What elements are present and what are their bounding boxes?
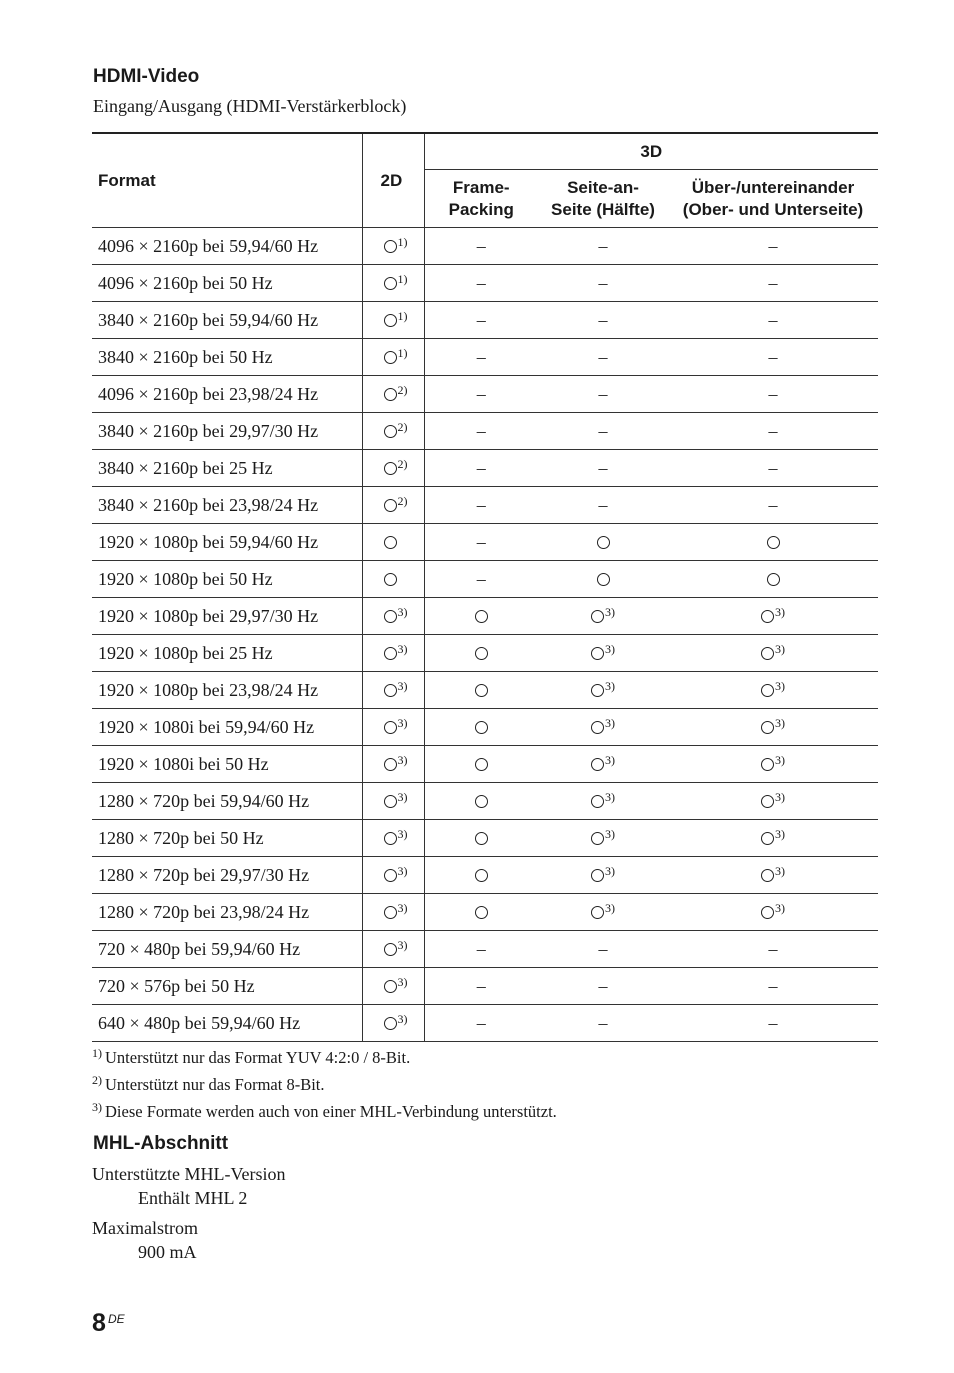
table-row (92, 265, 878, 302)
circle-icon (591, 869, 604, 882)
footnote-ref: 3) (397, 827, 408, 841)
footnote-ref: 3) (775, 716, 785, 730)
format-cell: 4096 × 2160p bei 23,98/24 Hz (92, 376, 362, 413)
cell-frame-packing (424, 1005, 538, 1042)
cell-top-bottom (668, 968, 878, 1005)
dash-symbol: – (476, 457, 486, 478)
cell-2d (362, 265, 424, 302)
cell-top-bottom (668, 709, 878, 746)
cell-side-by-side (538, 524, 668, 561)
footnote-ref: 3) (397, 716, 408, 730)
cell-side-by-side (538, 561, 668, 598)
cell-frame-packing (424, 635, 538, 672)
cell-side-by-side (538, 709, 668, 746)
cell-2d (362, 931, 424, 968)
cell-top-bottom (668, 1005, 878, 1042)
dash-symbol: – (768, 457, 778, 478)
cell-frame-packing (424, 931, 538, 968)
cell-side-by-side (538, 857, 668, 894)
format-cell: 720 × 576p bei 50 Hz (92, 968, 362, 1005)
footnote-ref: 3) (397, 642, 408, 656)
table-row (92, 894, 878, 931)
video-format-table (92, 132, 878, 1042)
cell-top-bottom (668, 561, 878, 598)
circle-icon (384, 351, 397, 364)
dash-symbol: – (476, 568, 486, 589)
dash-symbol: – (476, 494, 486, 515)
format-cell: 3840 × 2160p bei 50 Hz (92, 339, 362, 376)
footnote-ref: 2) (397, 383, 408, 397)
circle-icon (384, 240, 397, 253)
cell-side-by-side (538, 894, 668, 931)
mhl-version-label: Unterstützte MHL-Version (92, 1164, 286, 1184)
cell-top-bottom (668, 820, 878, 857)
cell-2d (362, 598, 424, 635)
circle-icon (591, 906, 604, 919)
table-row (92, 709, 878, 746)
footnote-ref: 3) (605, 864, 615, 878)
table-row (92, 931, 878, 968)
circle-icon (384, 1017, 397, 1030)
cell-top-bottom (668, 857, 878, 894)
footnote-ref: 3) (775, 605, 785, 619)
cell-2d (362, 746, 424, 783)
table-row (92, 635, 878, 672)
cell-side-by-side (538, 635, 668, 672)
dash-symbol: – (598, 309, 608, 330)
table-row (92, 857, 878, 894)
circle-icon (475, 647, 488, 660)
dash-symbol: – (476, 272, 486, 293)
cell-2d (362, 857, 424, 894)
cell-2d (362, 672, 424, 709)
circle-icon (761, 684, 774, 697)
table-row (92, 783, 878, 820)
header-top-bottom-line1: Über-/untereinander (691, 177, 855, 197)
cell-frame-packing (424, 894, 538, 931)
cell-frame-packing (424, 339, 538, 376)
circle-icon (761, 610, 774, 623)
dash-symbol: – (476, 346, 486, 367)
cell-side-by-side (538, 672, 668, 709)
circle-icon (384, 647, 397, 660)
circle-icon (761, 721, 774, 734)
circle-icon (761, 758, 774, 771)
header-side-by-side (538, 170, 668, 228)
cell-frame-packing (424, 376, 538, 413)
cell-side-by-side (538, 746, 668, 783)
cell-2d (362, 302, 424, 339)
cell-2d (362, 561, 424, 598)
mhl-version-value: Enthält MHL 2 (138, 1188, 248, 1208)
footnote-ref: 3) (397, 975, 408, 989)
circle-icon (591, 832, 604, 845)
cell-frame-packing (424, 783, 538, 820)
circle-icon (384, 721, 397, 734)
format-cell: 3840 × 2160p bei 29,97/30 Hz (92, 413, 362, 450)
circle-icon (384, 462, 397, 475)
circle-icon (475, 610, 488, 623)
format-cell: 1280 × 720p bei 50 Hz (92, 820, 362, 857)
footnote-mark: 3) (92, 1100, 102, 1114)
dash-symbol: – (768, 938, 778, 959)
cell-2d (362, 1005, 424, 1042)
dash-symbol: – (598, 272, 608, 293)
cell-side-by-side (538, 413, 668, 450)
footnote-ref: 3) (605, 790, 615, 804)
cell-frame-packing (424, 561, 538, 598)
cell-top-bottom (668, 672, 878, 709)
footnote-2 (92, 1069, 557, 1096)
cell-side-by-side (538, 820, 668, 857)
dash-symbol: – (476, 531, 486, 552)
circle-icon (384, 906, 397, 919)
circle-icon (767, 536, 780, 549)
table-row (92, 228, 878, 265)
dash-symbol: – (476, 420, 486, 441)
header-3d: 3D (424, 133, 878, 170)
cell-frame-packing (424, 302, 538, 339)
footnote-3 (92, 1096, 557, 1123)
cell-frame-packing (424, 265, 538, 302)
format-cell: 1280 × 720p bei 29,97/30 Hz (92, 857, 362, 894)
circle-icon (761, 869, 774, 882)
table-row (92, 339, 878, 376)
circle-icon (767, 573, 780, 586)
circle-icon (761, 906, 774, 919)
format-cell: 1280 × 720p bei 59,94/60 Hz (92, 783, 362, 820)
cell-2d (362, 376, 424, 413)
footnote-ref: 3) (397, 1012, 408, 1026)
cell-side-by-side (538, 968, 668, 1005)
cell-2d (362, 820, 424, 857)
footnote-ref: 3) (775, 901, 785, 915)
header-2d: 2D (362, 133, 424, 228)
footnotes (92, 1042, 557, 1123)
section-title: HDMI-Video (93, 66, 200, 87)
footnote-ref: 3) (605, 827, 615, 841)
circle-icon (597, 573, 610, 586)
dash-symbol: – (768, 494, 778, 515)
table-row (92, 968, 878, 1005)
cell-top-bottom (668, 598, 878, 635)
cell-2d (362, 783, 424, 820)
footnote-ref: 2) (397, 420, 408, 434)
cell-2d (362, 894, 424, 931)
cell-side-by-side (538, 487, 668, 524)
section-subtitle: Eingang/Ausgang (HDMI-Verstärkerblock) (93, 96, 407, 116)
circle-icon (475, 832, 488, 845)
dash-symbol: – (476, 938, 486, 959)
format-cell: 4096 × 2160p bei 50 Hz (92, 265, 362, 302)
footnote-text: Diese Formate werden auch von einer MHL-Verbindung unterstützt. (105, 1102, 557, 1121)
table-row (92, 413, 878, 450)
format-cell: 1920 × 1080p bei 25 Hz (92, 635, 362, 672)
dash-symbol: – (598, 420, 608, 441)
footnote-text: Unterstützt nur das Format 8-Bit. (105, 1075, 325, 1094)
header-side-by-side-line1: Seite-an- (567, 177, 639, 197)
cell-top-bottom (668, 635, 878, 672)
cell-frame-packing (424, 857, 538, 894)
footnote-mark: 1) (92, 1046, 102, 1060)
table-row (92, 487, 878, 524)
max-current-label: Maximalstrom (92, 1218, 198, 1238)
cell-frame-packing (424, 820, 538, 857)
circle-icon (384, 832, 397, 845)
format-cell: 3840 × 2160p bei 23,98/24 Hz (92, 487, 362, 524)
cell-2d (362, 635, 424, 672)
cell-top-bottom (668, 783, 878, 820)
footnote-ref: 3) (605, 679, 615, 693)
footnote-ref: 3) (397, 679, 408, 693)
table-row (92, 746, 878, 783)
circle-icon (384, 610, 397, 623)
cell-2d (362, 709, 424, 746)
header-side-by-side-line2: Seite (Hälfte) (551, 199, 655, 219)
dash-symbol: – (476, 1012, 486, 1033)
table-row (92, 302, 878, 339)
format-cell: 1920 × 1080i bei 59,94/60 Hz (92, 709, 362, 746)
circle-icon (384, 314, 397, 327)
dash-symbol: – (476, 383, 486, 404)
circle-icon (761, 795, 774, 808)
cell-side-by-side (538, 339, 668, 376)
dash-symbol: – (598, 346, 608, 367)
cell-side-by-side (538, 228, 668, 265)
format-cell: 1280 × 720p bei 23,98/24 Hz (92, 894, 362, 931)
footnote-ref: 3) (605, 753, 615, 767)
cell-top-bottom (668, 265, 878, 302)
table-row (92, 561, 878, 598)
header-frame-packing-line2: Packing (448, 199, 514, 219)
circle-icon (384, 943, 397, 956)
circle-icon (384, 277, 397, 290)
cell-frame-packing (424, 672, 538, 709)
circle-icon (384, 573, 397, 586)
dash-symbol: – (598, 938, 608, 959)
cell-top-bottom (668, 524, 878, 561)
cell-top-bottom (668, 487, 878, 524)
circle-icon (384, 536, 397, 549)
circle-icon (475, 869, 488, 882)
cell-frame-packing (424, 598, 538, 635)
cell-2d (362, 968, 424, 1005)
cell-top-bottom (668, 376, 878, 413)
circle-icon (384, 980, 397, 993)
mhl-section-title: MHL-Abschnitt (93, 1133, 229, 1154)
dash-symbol: – (768, 420, 778, 441)
cell-side-by-side (538, 265, 668, 302)
footnote-mark: 2) (92, 1073, 102, 1087)
circle-icon (475, 684, 488, 697)
circle-icon (761, 832, 774, 845)
header-frame-packing-line1: Frame- (452, 177, 510, 197)
footnote-ref: 3) (605, 642, 615, 656)
cell-top-bottom (668, 302, 878, 339)
cell-top-bottom (668, 746, 878, 783)
cell-top-bottom (668, 894, 878, 931)
circle-icon (475, 758, 488, 771)
format-cell: 640 × 480p bei 59,94/60 Hz (92, 1005, 362, 1042)
cell-2d (362, 228, 424, 265)
format-cell: 3840 × 2160p bei 59,94/60 Hz (92, 302, 362, 339)
circle-icon (384, 684, 397, 697)
circle-icon (475, 721, 488, 734)
footnote-ref: 3) (605, 716, 615, 730)
footnote-ref: 2) (397, 494, 408, 508)
footnote-ref: 3) (397, 605, 408, 619)
table-row (92, 1005, 878, 1042)
format-cell: 1920 × 1080p bei 50 Hz (92, 561, 362, 598)
cell-top-bottom (668, 413, 878, 450)
footnote-ref: 3) (775, 827, 785, 841)
page-number: 8 (92, 1309, 105, 1337)
cell-side-by-side (538, 931, 668, 968)
dash-symbol: – (598, 975, 608, 996)
dash-symbol: – (768, 235, 778, 256)
dash-symbol: – (768, 1012, 778, 1033)
format-cell: 1920 × 1080p bei 29,97/30 Hz (92, 598, 362, 635)
table-row (92, 820, 878, 857)
circle-icon (591, 795, 604, 808)
cell-top-bottom (668, 450, 878, 487)
circle-icon (384, 499, 397, 512)
table-body (92, 228, 878, 1042)
dash-symbol: – (598, 494, 608, 515)
circle-icon (591, 647, 604, 660)
cell-top-bottom (668, 228, 878, 265)
footnote-ref: 3) (775, 753, 785, 767)
cell-frame-packing (424, 709, 538, 746)
dash-symbol: – (768, 346, 778, 367)
table-row (92, 450, 878, 487)
footnote-ref: 1) (397, 235, 408, 249)
footnote-text: Unterstützt nur das Format YUV 4:2:0 / 8-Bit. (105, 1048, 411, 1067)
footnote-ref: 3) (775, 790, 785, 804)
cell-top-bottom (668, 339, 878, 376)
dash-symbol: – (768, 975, 778, 996)
dash-symbol: – (476, 309, 486, 330)
table-row (92, 376, 878, 413)
cell-frame-packing (424, 524, 538, 561)
table-row (92, 672, 878, 709)
circle-icon (591, 721, 604, 734)
cell-side-by-side (538, 302, 668, 339)
footnote-ref: 3) (605, 901, 615, 915)
format-cell: 1920 × 1080i bei 50 Hz (92, 746, 362, 783)
circle-icon (475, 795, 488, 808)
circle-icon (384, 869, 397, 882)
circle-icon (384, 388, 397, 401)
format-cell: 720 × 480p bei 59,94/60 Hz (92, 931, 362, 968)
dash-symbol: – (598, 457, 608, 478)
circle-icon (597, 536, 610, 549)
dash-symbol: – (598, 1012, 608, 1033)
cell-frame-packing (424, 487, 538, 524)
header-frame-packing (424, 170, 538, 228)
cell-2d (362, 487, 424, 524)
cell-2d (362, 413, 424, 450)
footnote-ref: 3) (605, 605, 615, 619)
footnote-ref: 1) (397, 346, 408, 360)
table-row (92, 598, 878, 635)
max-current-value: 900 mA (138, 1242, 197, 1262)
cell-top-bottom (668, 931, 878, 968)
footnote-ref: 3) (775, 679, 785, 693)
format-cell: 4096 × 2160p bei 59,94/60 Hz (92, 228, 362, 265)
dash-symbol: – (768, 272, 778, 293)
cell-side-by-side (538, 376, 668, 413)
circle-icon (475, 906, 488, 919)
footnote-ref: 3) (397, 901, 408, 915)
dash-symbol: – (598, 383, 608, 404)
cell-frame-packing (424, 450, 538, 487)
circle-icon (591, 610, 604, 623)
footnote-ref: 3) (397, 864, 408, 878)
cell-side-by-side (538, 783, 668, 820)
dash-symbol: – (476, 235, 486, 256)
format-cell: 3840 × 2160p bei 25 Hz (92, 450, 362, 487)
footnote-1 (92, 1042, 557, 1069)
circle-icon (761, 647, 774, 660)
format-cell: 1920 × 1080p bei 23,98/24 Hz (92, 672, 362, 709)
dash-symbol: – (476, 975, 486, 996)
circle-icon (591, 684, 604, 697)
cell-2d (362, 339, 424, 376)
dash-symbol: – (768, 383, 778, 404)
cell-2d (362, 524, 424, 561)
cell-side-by-side (538, 1005, 668, 1042)
footnote-ref: 3) (397, 790, 408, 804)
dash-symbol: – (598, 235, 608, 256)
circle-icon (384, 425, 397, 438)
dash-symbol: – (768, 309, 778, 330)
header-format: Format (92, 133, 362, 228)
cell-frame-packing (424, 413, 538, 450)
format-cell: 1920 × 1080p bei 59,94/60 Hz (92, 524, 362, 561)
footnote-ref: 2) (397, 457, 408, 471)
circle-icon (591, 758, 604, 771)
cell-2d (362, 450, 424, 487)
cell-frame-packing (424, 228, 538, 265)
footnote-ref: 3) (397, 938, 408, 952)
cell-frame-packing (424, 968, 538, 1005)
footnote-ref: 1) (397, 309, 408, 323)
page-language: DE (108, 1312, 125, 1326)
cell-side-by-side (538, 598, 668, 635)
header-top-bottom-line2: (Ober- und Unterseite) (682, 199, 864, 219)
cell-side-by-side (538, 450, 668, 487)
footnote-ref: 1) (397, 272, 408, 286)
footnote-ref: 3) (775, 642, 785, 656)
circle-icon (384, 795, 397, 808)
circle-icon (384, 758, 397, 771)
cell-frame-packing (424, 746, 538, 783)
header-top-bottom (668, 170, 878, 228)
footnote-ref: 3) (775, 864, 785, 878)
table-row (92, 524, 878, 561)
footnote-ref: 3) (397, 753, 408, 767)
